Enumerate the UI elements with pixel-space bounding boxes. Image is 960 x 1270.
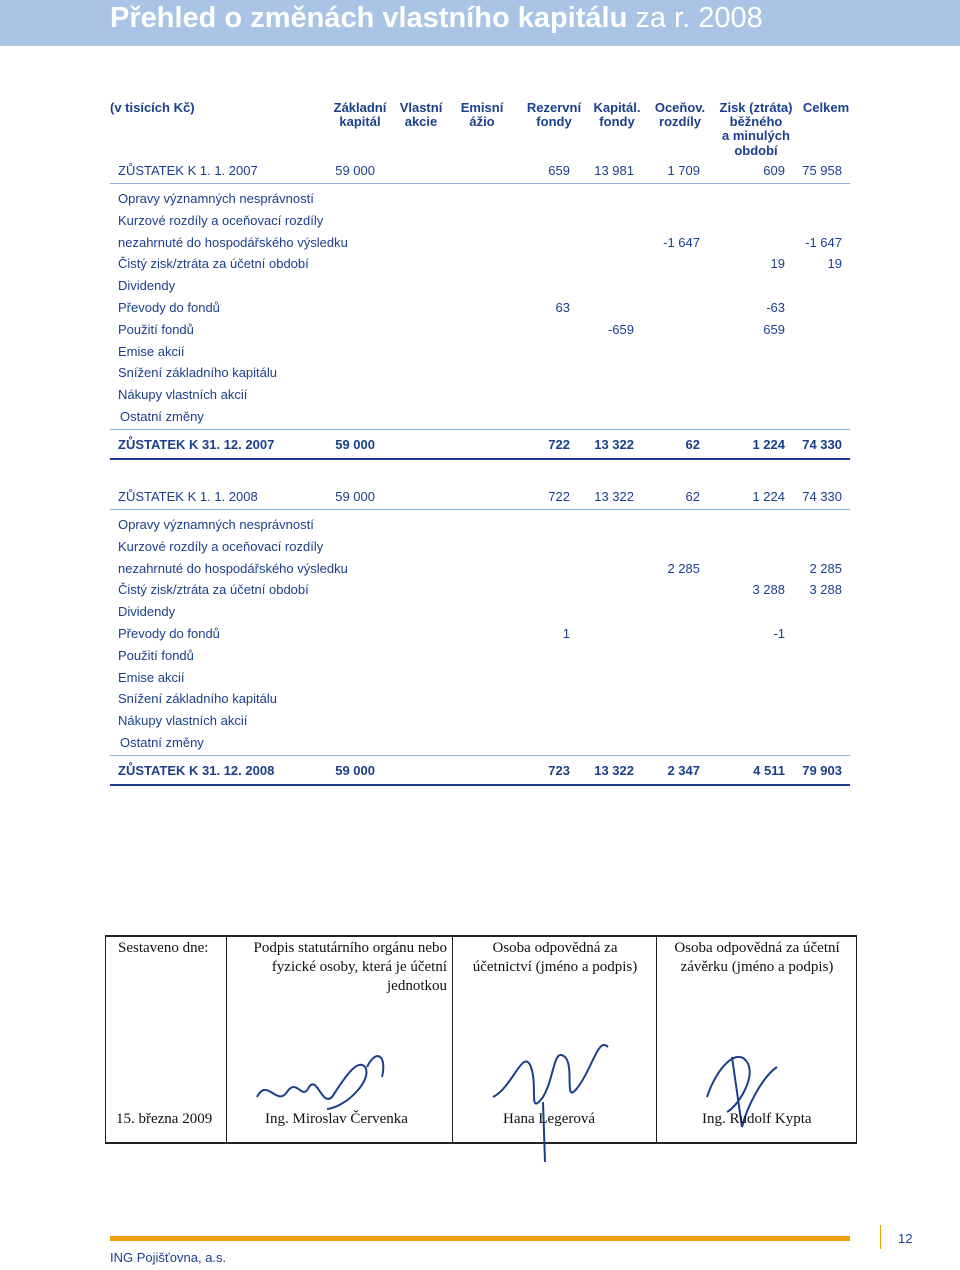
sig-statements-head: Osoba odpovědná za účetní závěrku (jméno a podpis) xyxy=(674,940,840,975)
closing-underline xyxy=(110,458,850,460)
column-header: Základní kapitál xyxy=(333,100,387,129)
period-label: období xyxy=(734,143,778,158)
signature-legerova xyxy=(483,1027,643,1167)
title-banner xyxy=(0,0,960,46)
sig-accounting-name: Hana Legerová xyxy=(503,1111,596,1127)
cell-value: 609 xyxy=(763,163,785,178)
closing-underline xyxy=(110,784,850,786)
row-label: Emise akcií xyxy=(118,343,185,359)
closing-balance-row xyxy=(110,760,850,782)
column-header: Emisní ážio xyxy=(460,100,504,129)
row-label: Ostatní změny xyxy=(120,735,204,750)
cell-value: 2 285 xyxy=(809,560,842,576)
cell-value: 19 xyxy=(827,256,842,272)
row-label: Snížení základního kapitálu xyxy=(118,691,277,707)
opening-balance-row xyxy=(110,160,850,182)
cell-value: 659 xyxy=(548,163,570,178)
movement-row xyxy=(110,319,850,341)
cell-value: 1 xyxy=(562,626,570,641)
row-label: Ostatní změny xyxy=(120,409,204,424)
column-header: Rezervní fondy xyxy=(526,100,582,129)
row-label: Opravy významných nesprávností xyxy=(118,191,314,206)
column-header: Vlastní akcie xyxy=(399,100,443,129)
closing-separator xyxy=(110,755,850,756)
section-separator xyxy=(110,183,850,184)
row-label: Použití fondů xyxy=(118,321,194,337)
movement-row xyxy=(110,536,850,558)
sig-col-statutory xyxy=(226,937,453,1142)
column-header: Zisk (ztráta) běžného a minulých xyxy=(719,100,793,143)
row-label: Opravy významných nesprávností xyxy=(118,517,314,532)
footer-company: ING Pojišťovna, a.s. xyxy=(110,1250,227,1265)
row-label: Dividendy xyxy=(118,604,176,620)
cell-value: 722 xyxy=(548,436,570,452)
sig-col-date xyxy=(106,937,226,1142)
cell-value: 62 xyxy=(685,489,700,504)
movement-row xyxy=(110,732,850,754)
row-label: ZŮSTATEK K 31. 12. 2008 xyxy=(118,762,275,778)
movement-row xyxy=(110,253,850,275)
cell-value: 1 709 xyxy=(667,163,700,178)
closing-balance-row xyxy=(110,434,850,456)
page-number: 12 xyxy=(898,1231,913,1246)
row-label: Převody do fondů xyxy=(118,626,220,641)
movement-row xyxy=(110,514,850,536)
cell-value: 1 224 xyxy=(752,436,785,452)
sig-statutory-name: Ing. Miroslav Červenka xyxy=(265,1111,408,1127)
cell-value: 63 xyxy=(555,300,570,315)
page-corner-mark xyxy=(880,1225,881,1249)
cell-value: 13 322 xyxy=(594,762,634,778)
signature-box xyxy=(105,935,857,1144)
cell-value: 59 000 xyxy=(335,163,375,178)
cell-value: 722 xyxy=(548,489,570,504)
movement-row xyxy=(110,645,850,667)
movement-row xyxy=(110,384,850,406)
movement-row xyxy=(110,341,850,363)
movement-row xyxy=(110,406,850,428)
movement-row xyxy=(110,623,850,645)
row-label: Čistý zisk/ztráta za účetní období xyxy=(118,256,309,272)
row-label: Použití fondů xyxy=(118,647,194,663)
closing-separator xyxy=(110,429,850,430)
cell-value: 19 xyxy=(770,256,785,272)
cell-value: 13 981 xyxy=(594,163,634,178)
cell-value: -1 647 xyxy=(663,234,700,250)
row-label: nezahrnuté do hospodářského výsledku xyxy=(118,560,348,576)
title-main: Přehled o změnách vlastního kapitálu xyxy=(110,2,628,34)
sig-statutory-head: Podpis statutárního orgánu nebo fyzické osoby, která je účetní jednotkou xyxy=(253,940,447,994)
cell-value: -659 xyxy=(607,321,634,337)
page-title xyxy=(110,2,763,35)
sig-statements-name: Ing. Rudolf Kypta xyxy=(702,1111,812,1127)
row-label: ZŮSTATEK K 1. 1. 2008 xyxy=(118,489,258,504)
signature-cervenka xyxy=(247,1037,447,1117)
cell-value: 75 958 xyxy=(802,163,842,178)
row-label: ZŮSTATEK K 1. 1. 2007 xyxy=(118,163,258,178)
cell-value: -1 xyxy=(773,626,785,641)
row-label: Kurzové rozdíly a oceňovací rozdíly xyxy=(118,538,324,554)
movement-row xyxy=(110,688,850,710)
title-suffix: za r. 2008 xyxy=(635,2,763,34)
cell-value: 59 000 xyxy=(335,489,375,504)
row-label: Snížení základního kapitálu xyxy=(118,365,277,381)
cell-value: 74 330 xyxy=(802,436,842,452)
movement-row xyxy=(110,579,850,601)
cell-value: 1 224 xyxy=(752,489,785,504)
cell-value: 3 288 xyxy=(809,582,842,598)
movement-row xyxy=(110,188,850,210)
row-label: Kurzové rozdíly a oceňovací rozdíly xyxy=(118,212,324,228)
row-label: Emise akcií xyxy=(118,669,185,685)
row-label: Převody do fondů xyxy=(118,300,220,315)
movement-row xyxy=(110,297,850,319)
cell-value: 74 330 xyxy=(802,489,842,504)
column-header: Celkem xyxy=(802,100,850,115)
cell-value: 2 347 xyxy=(667,762,700,778)
movement-row xyxy=(110,232,850,254)
movement-row xyxy=(110,558,850,580)
sig-date-head: Sestaveno dne: xyxy=(118,940,209,956)
section-separator xyxy=(110,509,850,510)
movement-row xyxy=(110,210,850,232)
row-label: Nákupy vlastních akcií xyxy=(118,713,248,729)
row-label: ZŮSTATEK K 31. 12. 2007 xyxy=(118,436,275,452)
column-header: Oceňov. rozdíly xyxy=(654,100,706,129)
units-label: (v tisících Kč) xyxy=(110,100,195,115)
cell-value: 723 xyxy=(548,762,570,778)
cell-value: -63 xyxy=(766,300,785,315)
movement-row xyxy=(110,275,850,297)
sig-date-value: 15. března 2009 xyxy=(116,1111,213,1127)
opening-balance-row xyxy=(110,486,850,508)
sig-col-statements xyxy=(656,937,855,1142)
sig-col-accounting xyxy=(452,937,657,1142)
cell-value: 59 000 xyxy=(335,762,375,778)
cell-value: 59 000 xyxy=(335,436,375,452)
row-label: nezahrnuté do hospodářského výsledku xyxy=(118,234,348,250)
movement-row xyxy=(110,601,850,623)
cell-value: 13 322 xyxy=(594,489,634,504)
cell-value: 79 903 xyxy=(802,762,842,778)
column-header: Kapitál. fondy xyxy=(593,100,641,129)
movement-row xyxy=(110,362,850,384)
cell-value: -1 647 xyxy=(805,234,842,250)
row-label: Čistý zisk/ztráta za účetní období xyxy=(118,582,309,598)
movement-row xyxy=(110,710,850,732)
row-label: Nákupy vlastních akcií xyxy=(118,387,248,403)
cell-value: 62 xyxy=(685,436,700,452)
cell-value: 4 511 xyxy=(753,762,785,778)
movement-row xyxy=(110,667,850,689)
cell-value: 3 288 xyxy=(752,582,785,598)
row-label: Dividendy xyxy=(118,278,176,294)
cell-value: 659 xyxy=(763,321,785,337)
cell-value: 2 285 xyxy=(667,560,700,576)
footer-accent-bar xyxy=(110,1236,850,1241)
sig-accounting-head: Osoba odpovědná za účetnictví (jméno a podpis) xyxy=(472,940,638,975)
cell-value: 13 322 xyxy=(594,436,634,452)
